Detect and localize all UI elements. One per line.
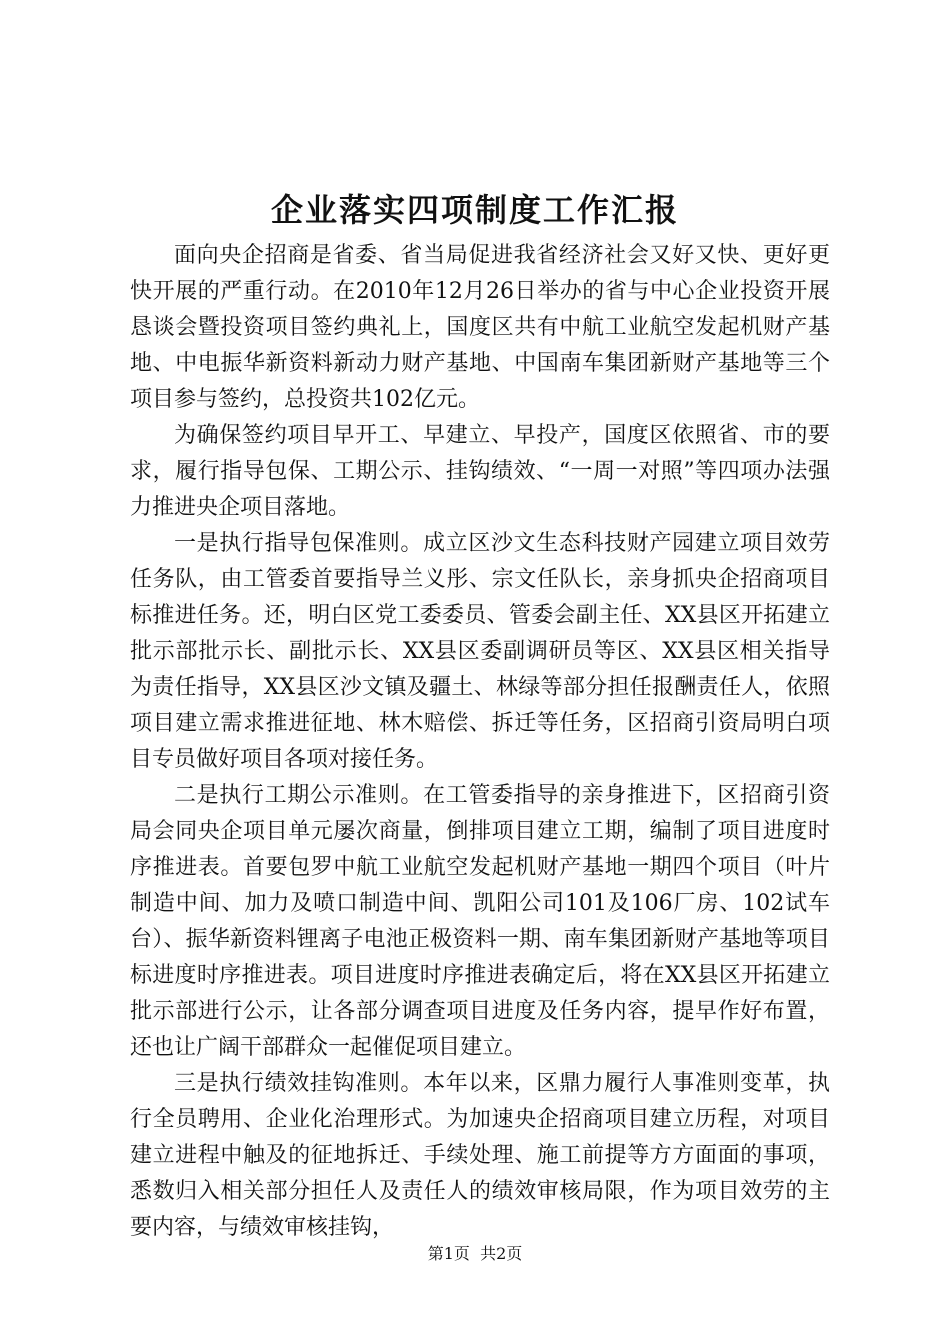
paragraph-leadership-guarantee: 一是执行指导包保准则。成立区沙文生态科技财产园建立项目效劳任务队，由工管委首要指导兰义彤、宗文任队长，亲身抓央企招商项目标推进任务。还，明白区党工委委员、管委会副主任、XX县区开拓建立批示部批示长、副批示长、XX县区委副调研员等区、XX县区相关指导为责任指导，XX县区沙文镇及疆土、林绿等部分担任报酬责任人，依照项目建立需求推进征地、林木赔偿、拆迁等任务，区招商引资局明白项目专员做好项目各项对接任务。: [130, 531, 830, 772]
paragraph-intro: 面向央企招商是省委、省当局促进我省经济社会又好又快、更好更快开展的严重行动。在2010年12月26日举办的省与中心企业投资开展恳谈会暨投资项目签约典礼上，国度区共有中航工业航空发起机财产基地、中电振华新资料新动力财产基地、中国南车集团新财产基地等三个项目参与签约，总投资共102亿元。: [130, 243, 830, 412]
page-total: 共2页: [480, 1244, 523, 1263]
paragraph-schedule-publicity: 二是执行工期公示准则。在工管委指导的亲身推进下，区招商引资局会同央企项目单元屡次商量，倒排项目建立工期，编制了项目进度时序推进表。首要包罗中航工业航空发起机财产基地一期四个项目（叶片制造中间、加力及喷口制造中间、凯阳公司101及106厂房、102试车台）、振华新资料锂离子电池正极资料一期、南车集团新财产基地等项目标进度时序推进表。项目进度时序推进表确定后，将在XX县区开拓建立批示部进行公示，让各部分调查项目进度及任务内容，提早作好布置，还也让广阔干部群众一起催促项目建立。: [130, 783, 830, 1060]
paragraph-performance-link: 三是执行绩效挂钩准则。本年以来，区鼎力履行人事准则变革，执行全员聘用、企业化治理形式。为加速央企招商项目建立历程，对项目建立进程中触及的征地拆迁、手续处理、施工前提等方方面面的事项，悉数归入相关部分担任人及责任人的绩效审核局限，作为项目效劳的主要内容，与绩效审核挂钩，: [130, 1071, 830, 1240]
page-number: 第1页: [427, 1244, 470, 1263]
paragraph-measures: 为确保签约项目早开工、早建立、早投产，国度区依照省、市的要求，履行指导包保、工期公示、挂钩绩效、“一周一对照”等四项办法强力推进央企项目落地。: [130, 423, 830, 520]
document-body: [130, 238, 830, 1246]
page-footer: [0, 1242, 950, 1266]
document-title: 企业落实四项制度工作汇报: [270, 191, 679, 229]
